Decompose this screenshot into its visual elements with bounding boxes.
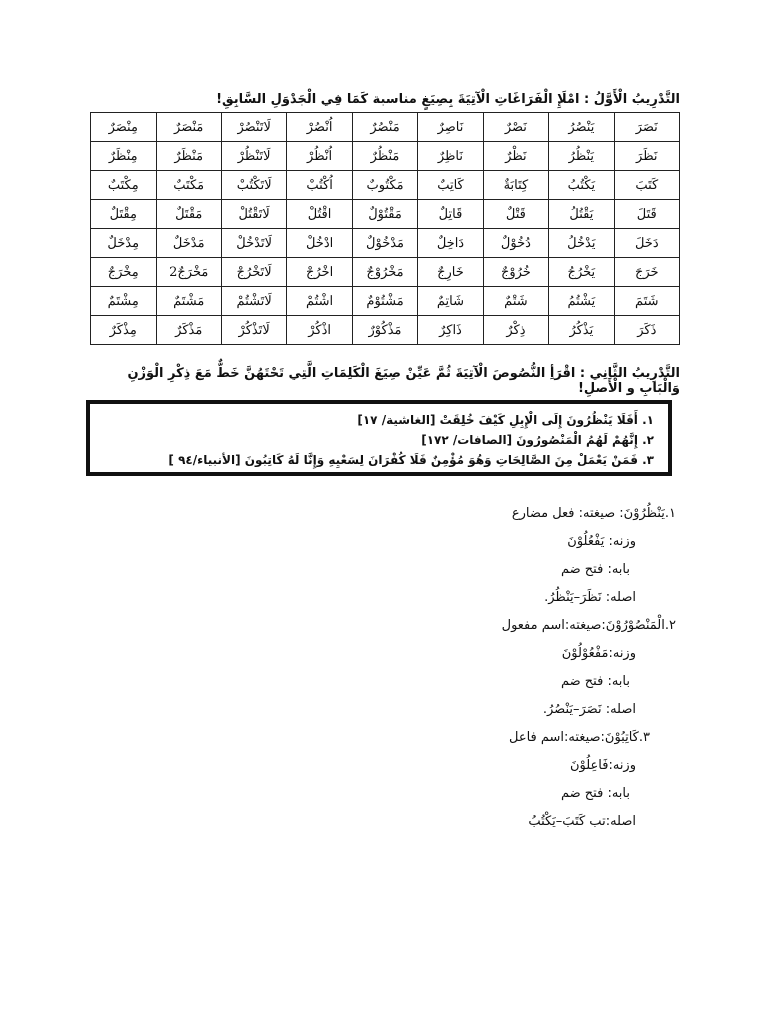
answer-line: بابه: فتح ضم [560,786,630,801]
table-cell: اقْتُلْ [287,200,352,229]
table-row [91,142,680,171]
table-cell: نَاظِرٌ [418,142,483,171]
table-cell: يَكْتُبُ [549,171,614,200]
table-cell: يَقْتُلُ [549,200,614,229]
table-cell: شَتْمٌ [483,287,548,316]
table-cell: مَذْكُوْرٌ [352,316,417,345]
table-cell: يَدْخُلُ [549,229,614,258]
table-cell: مِقْتَلٌ [91,200,157,229]
table-cell: لَاتَدْخُلْ [221,229,286,258]
table-cell: مَنْظَرٌ [156,142,221,171]
table-row [91,113,680,142]
table-cell: قَاتِلٌ [418,200,483,229]
table-cell: لَاتَذْكُرْ [221,316,286,345]
table-cell: مَشْتَمٌ [156,287,221,316]
answer-line: وزنه: يَفْعُلُوْنَ [567,534,636,549]
table-cell: يَخْرُجُ [549,258,614,287]
table-cell: اشْتُمْ [287,287,352,316]
table-cell: مَخْرَجٌ2 [156,258,221,287]
table-cell: لَاتَخْرُجْ [221,258,286,287]
answer-line: ٣.كَاتِبُوْنَ:صيغته:اسم فاعل [508,730,650,745]
table-cell: ادْخُلْ [287,229,352,258]
table-cell: مَذْكَرٌ [156,316,221,345]
answer-line: بابه: فتح ضم [560,562,630,577]
table-cell: يَشْتُمُ [549,287,614,316]
table-cell: اُنْظُرْ [287,142,352,171]
answer-line: بابه: فتح ضم [560,674,630,689]
table-cell: اُكْتُبْ [287,171,352,200]
table-cell: مَنْظُرٌ [352,142,417,171]
table-cell: مِكْتَبٌ [91,171,157,200]
table-cell: شَاتِمٌ [418,287,483,316]
table-cell: مَكْتَبٌ [156,171,221,200]
table-cell: دُخُوْلٌ [483,229,548,258]
table-cell: مِنْصَرٌ [91,113,157,142]
table-cell: كَاتِبٌ [418,171,483,200]
table-cell: يَذْكُرُ [549,316,614,345]
table-cell: كِتَابَةٌ [483,171,548,200]
table-row [91,316,680,345]
answer-line: وزنه:فَاعِلُوْنَ [569,758,636,773]
table-cell: ذِكْرٌ [483,316,548,345]
table-cell: لَاتَنْصُرْ [221,113,286,142]
table-cell: نَظَرَ [614,142,679,171]
answer-line: ٢.الْمَنْصُوْرُوْنَ:صيغته:اسم مفعول [501,618,676,633]
table-cell: اُنْصُرْ [287,113,352,142]
table-cell: مَكْتُوبٌ [352,171,417,200]
table-cell: مِخْرَجٌ [91,258,157,287]
table-cell: نَصْرٌ [483,113,548,142]
table-cell: مَخْرُوْجٌ [352,258,417,287]
quran-verse-1: ١. أَفَلَا يَنْظُرُونَ إِلَى الْإِبِلِ كَيْفَ خُلِقَتْ [الغاشية/ ١٧] [357,413,654,427]
table-cell: مِشْتَمٌ [91,287,157,316]
answer-line: وزنه:مَفْعُوْلُوْنَ [561,646,636,661]
table-cell: ذَكَرَ [614,316,679,345]
table-row [91,258,680,287]
morphology-table [90,112,680,345]
quran-verse-2: ٢. إِنَّهُمْ لَهُمُ الْمَنْصُورُونَ [الصافات/ ١٧٢] [421,433,654,447]
table-cell: مَقْتُوْلٌ [352,200,417,229]
exercise1-title: التَّدْرِيبُ الْأَوَّلُ : امْلَإِ الْفَرَاغَاتِ الْآتِيَةَ بِصِيَغٍ مناسبة كَمَا فِي الْجَدْوَلِ السَّابِقِ! [216,92,680,107]
table-row [91,229,680,258]
table-cell: ذَاكِرٌ [418,316,483,345]
table-row [91,287,680,316]
table-cell: لَاتَشْتُمْ [221,287,286,316]
table-cell: لَاتَنْظُرْ [221,142,286,171]
table-cell: اخْرُجْ [287,258,352,287]
table-cell: مِدْخَلٌ [91,229,157,258]
table-cell: مَشْتُوْمٌ [352,287,417,316]
answers-section [256,500,676,836]
table-cell: خُرُوْجٌ [483,258,548,287]
table-cell: مَنْصَرٌ [156,113,221,142]
table-cell: دَخَلَ [614,229,679,258]
table-cell: مِنْظَرٌ [91,142,157,171]
table-cell: يَنْظُرُ [549,142,614,171]
exercise2-title: التَّدْرِيبُ الثَّانِي : اقْرَأِ النُّصُوصَ الْآتِيَةَ ثُمَّ عَيِّنْ صِيَغَ الْكَلِمَاتِ الَّتِي تَحْتَهُنَّ خَطٌّ مَعَ ذِكْرِ الْوَزْنِ وَالْبَابِ و الْأَصلِ! [127,366,680,396]
table-cell: مِذْكَرٌ [91,316,157,345]
table-cell: نَظْرٌ [483,142,548,171]
table-cell: نَصَرَ [614,113,679,142]
table-row [91,200,680,229]
table-cell: شَتَمَ [614,287,679,316]
table-cell: اذْكُرْ [287,316,352,345]
table-cell: مَنْصُرٌ [352,113,417,142]
table-cell: كَتَبَ [614,171,679,200]
table-cell: مَدْخُوْلٌ [352,229,417,258]
answer-line: اصله:تب كَتَبَ–يَكْتُبُ [528,814,636,829]
answer-line: اصله: نَظَرَ–يَنْظُرُ. [544,590,636,605]
table-cell: يَنْصُرُ [549,113,614,142]
table-cell: قَتَلَ [614,200,679,229]
table-cell: دَاخِلٌ [418,229,483,258]
table-cell: نَاصِرٌ [418,113,483,142]
table-cell: مَدْخَلٌ [156,229,221,258]
table-row [91,171,680,200]
table-cell: مَقْتَلٌ [156,200,221,229]
answer-line: ١.يَنْظُرُوْنَ: صيغته: فعل مضارع [511,506,676,521]
table-cell: خَرَجَ [614,258,679,287]
table-cell: لَاتَقْتُلْ [221,200,286,229]
table-cell: خَارِجٌ [418,258,483,287]
table-cell: قَتْلٌ [483,200,548,229]
answer-line: اصله: نَصَرَ–يَنْصُرُ. [542,702,636,717]
quran-verse-3: ٣. فَمَنْ يَعْمَلْ مِنَ الصَّالِحَاتِ وَهُوَ مُؤْمِنٌ فَلَا كُفْرَانَ لِسَعْيِهِ وَإِنَّا لَهُ كَاتِبُونَ [الأنبياء/٩٤ ] [168,453,654,467]
quran-verses-box [86,400,672,476]
table-cell: لَاتَكْتُبْ [221,171,286,200]
